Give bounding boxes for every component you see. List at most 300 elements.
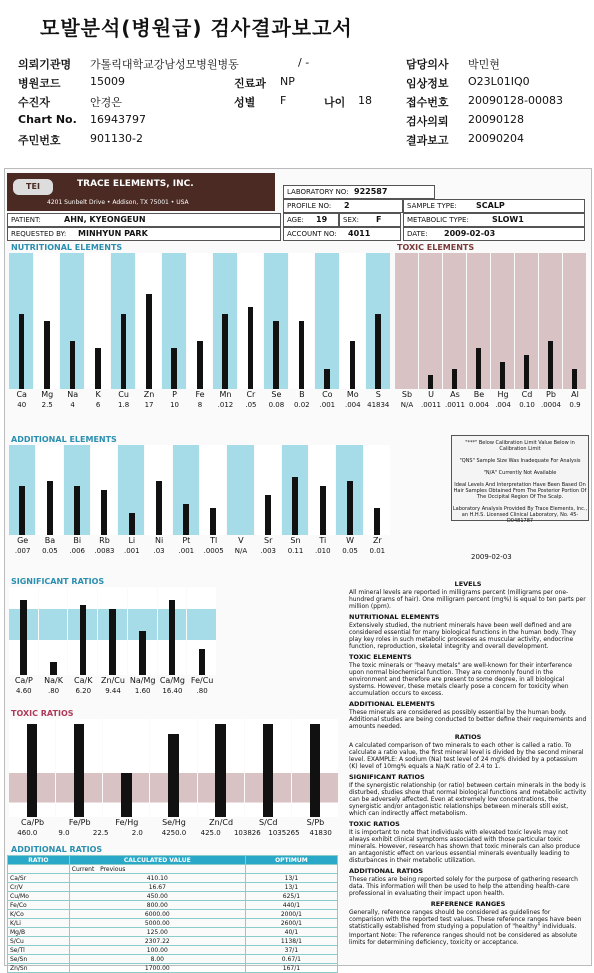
nutritional-bar: [222, 314, 228, 389]
sig-ratio-bar: [80, 605, 87, 675]
ratio-cell: Se/Tl: [8, 946, 70, 955]
nutritional-label: Fe: [195, 390, 205, 399]
nutritional-value: .05: [245, 401, 257, 409]
age-value: 19: [316, 215, 328, 224]
additional-label: Rb: [99, 536, 110, 545]
sig-ratio-label: Na/Mg: [129, 676, 156, 685]
toxic-label: As: [450, 390, 460, 399]
additional-label: Li: [128, 536, 136, 545]
optimum-cell: 2000/1: [245, 910, 337, 919]
toxic-value: .004: [495, 401, 511, 409]
toxic-bar: [476, 348, 481, 389]
calc-cell: 125.00: [69, 928, 245, 937]
toxic-label: Be: [473, 390, 485, 399]
lab-no-value: 922587: [354, 187, 388, 196]
calc-cell: 8.00: [69, 955, 245, 964]
additional-label: V: [238, 536, 244, 545]
additional-label: Ni: [154, 536, 164, 545]
toxic-ratio-value: 425.0: [200, 829, 221, 837]
lab-logo: [7, 173, 275, 211]
nutritional-label: S: [375, 390, 381, 399]
toxic-bar: [548, 341, 553, 389]
requested-label: REQUESTED BY:: [11, 230, 67, 238]
toxic-ratio-bar: [310, 724, 320, 817]
additional-label: Bi: [73, 536, 82, 545]
nutritional-label: Se: [271, 390, 282, 399]
additional-value: .001: [178, 547, 195, 555]
value-clinical-info: O23L01IQ0: [468, 75, 530, 88]
toxic-ratio-bar: [74, 724, 84, 817]
optimum-cell: 167/1: [245, 964, 337, 973]
ratio-cell: S/Cu: [8, 937, 70, 946]
additional-bar: [374, 508, 380, 535]
sig-ratio-value: 16.40: [162, 687, 183, 695]
section-toxic-ratios: TOXIC RATIOS: [11, 709, 74, 718]
toxic-ratio-label: Zn/Cd: [209, 818, 234, 827]
toxic-column: [419, 253, 442, 389]
calc-cell: 16.67: [69, 883, 245, 892]
ratio-cell: K/Co: [8, 910, 70, 919]
signature-date: 2009-02-03: [471, 553, 512, 561]
additional-bar: [47, 481, 53, 535]
nutritional-label: Mg: [41, 390, 54, 399]
additional-label: W: [346, 536, 355, 545]
additional-label: Pt: [182, 536, 191, 545]
additional-value: .010: [314, 547, 331, 555]
lab-no-label: LABORATORY NO:: [287, 188, 349, 196]
label-patient: 수진자: [18, 96, 50, 109]
value-chart-no: 16943797: [90, 113, 146, 126]
additional-label: Ge: [17, 536, 29, 545]
nut-heading: NUTRITIONAL ELEMENTS: [349, 613, 440, 621]
nutritional-value: .012: [217, 401, 234, 409]
sig-ratio-bar: [109, 609, 116, 675]
toxic-ratio-bar: [168, 734, 178, 817]
table-row: [8, 874, 338, 883]
additional-bar: [265, 495, 271, 536]
sig-ratio-label: Zn/Cu: [101, 676, 125, 685]
section-additional-ratios: ADDITIONAL RATIOS: [11, 845, 103, 854]
ref-heading: REFERENCE RANGES: [430, 900, 506, 908]
sample-label: SAMPLE TYPE:: [407, 202, 457, 210]
scanned-lab-report: [4, 168, 592, 972]
toxic-value: 0.9: [569, 401, 581, 409]
sig-text: If the synergistic relationship (or ratio) between certain minerals in the body is disturbed, studies show that normal biological functions and metabolic activity can be adversely affected. Even at extremely low concentrations, the synergistic and/or antagonistic relationships between minerals still exist, which can indirectly affect metabolism.: [349, 782, 587, 817]
nutritional-bar: [121, 314, 127, 389]
nutritional-value: 10: [170, 401, 179, 409]
legend-ideal: Ideal Levels And Interpretation Have Been Based On Hair Samples Obtained From The Posterior Portion Of The Occipital Region Of The Scalp.: [453, 482, 587, 500]
value-age: 18: [358, 94, 372, 107]
label-chart-no: Chart No.: [18, 113, 77, 126]
toxic-ratio-value: 460.0: [17, 829, 38, 837]
lab-address: 4201 Sunbelt Drive • Addison, TX 75001 • USA: [47, 199, 189, 206]
additional-label: Ba: [44, 536, 56, 545]
significant-ratios-chart: [9, 587, 217, 699]
label-clinical-info: 임상정보: [406, 77, 449, 90]
table-row: [8, 964, 338, 973]
optimum-cell: 625/1: [245, 892, 337, 901]
nutritional-label: Zn: [143, 390, 155, 399]
label-resident-no: 주민번호: [18, 134, 61, 147]
date-label: DATE:: [407, 230, 428, 238]
nutritional-bar: [146, 294, 152, 389]
sample-box: [403, 199, 585, 213]
calc-cell: 410.10: [69, 874, 245, 883]
value-receipt-no: 20090128-00083: [468, 94, 563, 107]
calc-cell: 450.00: [69, 892, 245, 901]
value-report-date: 20090204: [468, 132, 524, 145]
additional-bar: [320, 486, 326, 536]
date-value: 2009-02-03: [444, 229, 496, 238]
col-calculated: CALCULATED VALUE: [69, 856, 245, 865]
calc-cell: 100.00: [69, 946, 245, 955]
lab-badge: TEI: [13, 179, 53, 195]
calc-cell: 6000.00: [69, 910, 245, 919]
nutritional-bar: [248, 307, 254, 389]
legend-below-limit: "***" Below Calibration Limit Value Below in Calibration Limit: [465, 440, 575, 452]
value-doctor: 박민현: [468, 58, 500, 71]
nutritional-value: .001: [319, 401, 336, 409]
value-sex: F: [280, 94, 287, 107]
account-box: [283, 227, 401, 241]
add-text: These minerals are considered as possibly essential by the human body. Additional studies are being conducted to better define their requirements and amounts needed.: [349, 709, 587, 730]
toxic-ratio-bar: [121, 773, 131, 817]
toxic-ratio-bar: [215, 724, 225, 817]
nutritional-value: 17: [144, 401, 154, 409]
nutritional-label: Ca: [16, 390, 27, 399]
section-significant-ratios: SIGNIFICANT RATIOS: [11, 577, 105, 586]
sig-ratio-label: Na/K: [44, 676, 63, 685]
optimum-cell: 13/1: [245, 874, 337, 883]
value-referrer-suffix: / -: [298, 56, 310, 69]
col-previous: Previous: [100, 865, 126, 873]
table-row: [8, 883, 338, 892]
optimum-cell: 13/1: [245, 883, 337, 892]
nutritional-bar: [350, 341, 356, 389]
nutritional-value: .004: [344, 401, 361, 409]
toxic-ratio-label: S/Pb: [306, 818, 325, 827]
additional-value: .001: [123, 547, 140, 555]
account-value: 4011: [348, 229, 371, 238]
additional-bar: [19, 486, 25, 536]
additional-value: 0.01: [369, 547, 386, 555]
sig-ratio-bar: [139, 631, 146, 675]
ratio-cell: Fe/Co: [8, 901, 70, 910]
toxic-label: Sb: [401, 390, 413, 399]
nutritional-label: Cu: [118, 390, 129, 399]
ratios-heading: RATIOS: [454, 733, 482, 741]
toxic-value: .0011: [444, 401, 466, 409]
sex-label: SEX:: [343, 216, 360, 224]
value-patient: 안경은: [90, 96, 122, 109]
sig-ratio-value: 9.44: [105, 687, 121, 695]
addr-text: These ratios are being reported solely for the purpose of gathering research data. This information will then be used to help the attending health-care professional in evaluating their impact upon health.: [349, 876, 578, 897]
optimum-cell: 37/1: [245, 946, 337, 955]
legend-qns: "QNS" Sample Size Was Inadequate For Analysis: [459, 458, 581, 464]
nutritional-value: 6: [95, 401, 101, 409]
sig-ratio-label: Ca/Mg: [159, 676, 185, 685]
ratio-cell: Cr/V: [8, 883, 70, 892]
section-toxic: TOXIC ELEMENTS: [397, 243, 475, 252]
label-referrer: 의뢰기관명: [18, 58, 72, 71]
sig-ratio-value: 1.60: [134, 687, 151, 695]
toxic-ratio-label: Se/Hg: [162, 818, 186, 827]
optimum-cell: 40/1: [245, 928, 337, 937]
toxic-ratio-bar: [263, 724, 273, 817]
profile-box: [283, 199, 403, 213]
label-sex: 성별: [234, 96, 256, 109]
table-row: [8, 937, 338, 946]
ratio-cell: Se/Sn: [8, 955, 70, 964]
toxic-ratio-value: 4250.0: [161, 829, 187, 837]
nutritional-bar: [70, 341, 76, 389]
metabolic-label: METABOLIC TYPE:: [407, 216, 469, 224]
sig-ratio-label: Fe/Cu: [190, 676, 214, 685]
profile-label: PROFILE NO:: [287, 202, 332, 210]
table-row: [8, 919, 338, 928]
additional-column: [227, 445, 253, 535]
age-box: [283, 213, 339, 227]
calc-cell: 2307.22: [69, 937, 245, 946]
label-request-date: 검사의뢰: [406, 115, 449, 128]
additional-label: Sr: [264, 536, 273, 545]
nutritional-value: 0.08: [268, 401, 285, 409]
sig-ratio-value: .80: [196, 687, 208, 695]
toxic-ratios-chart: [9, 719, 339, 841]
section-nutritional: NUTRITIONAL ELEMENTS: [11, 243, 123, 252]
toxic-column: [395, 253, 418, 389]
sig-ratio-value: 6.20: [75, 687, 92, 695]
nutritional-bar: [197, 341, 203, 389]
toxic-label: Cd: [521, 390, 533, 399]
nutritional-bar: [171, 348, 177, 389]
sex-box: [339, 213, 401, 227]
toxic-value: .0011: [420, 401, 442, 409]
sig-ratio-value: 4.60: [16, 687, 32, 695]
additional-value: .007: [14, 547, 31, 555]
calc-cell: 5000.00: [69, 919, 245, 928]
patient-label: PATIENT:: [11, 216, 41, 224]
label-hospital-code: 병원코드: [18, 77, 61, 90]
tox-heading: TOXIC ELEMENTS: [349, 653, 412, 661]
toxic-ratio-value: 41830: [309, 829, 332, 837]
ref-text: Generally, reference ranges should be considered as guidelines for comparison with the reported test values. These reference ranges have been statistically established from studying a population of "healthy" individuals.: [349, 909, 582, 930]
toxic-ratio-value: 103826: [233, 829, 261, 837]
table-row: [8, 901, 338, 910]
additional-value: N/A: [234, 547, 248, 555]
optimum-cell: 0.67/1: [245, 955, 337, 964]
additional-value: .006: [69, 547, 85, 555]
ratio-cell: K/Li: [8, 919, 70, 928]
legend-box: [451, 435, 589, 524]
patient-box: [7, 213, 281, 227]
toxic-chart: [395, 253, 587, 413]
toxic-ratio-value: 22.5: [92, 829, 109, 837]
optimum-cell: 2600/1: [245, 919, 337, 928]
levels-heading: LEVELS: [454, 580, 482, 588]
table-row: [8, 892, 338, 901]
ratio-cell: Cu/Mo: [8, 892, 70, 901]
nutritional-label: Mo: [346, 390, 359, 399]
nutritional-bar: [324, 369, 330, 389]
toxic-value: N/A: [400, 401, 414, 409]
additional-label: Ti: [319, 536, 327, 545]
nutritional-label: Co: [322, 390, 333, 399]
legend-lab: Laboratory Analysis Provided By Trace Elements, Inc., an H.H.S. Licensed Clinical Laboratory, No. 45-D0481787: [452, 506, 588, 524]
nutritional-label: K: [95, 390, 101, 399]
sig-ratio-bar: [20, 600, 27, 675]
nutritional-value: 2.5: [41, 401, 53, 409]
explanation-text: [349, 577, 587, 946]
col-ratio: RATIO: [8, 856, 70, 865]
toxic-ratio-value: 9.0: [58, 829, 70, 837]
additional-label: Zr: [372, 536, 382, 545]
value-hospital-code: 15009: [90, 75, 125, 88]
toxic-value: .0004: [540, 401, 562, 409]
value-department: NP: [280, 75, 295, 88]
calc-cell: 1700.00: [69, 964, 245, 973]
sig-ratio-bar: [199, 649, 206, 675]
label-age: 나이: [324, 96, 346, 109]
additional-chart: [9, 445, 391, 559]
additional-value: 0.11: [287, 547, 304, 555]
additional-label: Sn: [290, 536, 301, 545]
toxic-ratio-label: Fe/Pb: [68, 818, 91, 827]
sig-ratio-label: Ca/K: [74, 676, 93, 685]
ratio-cell: Zn/Sn: [8, 964, 70, 973]
toxr-heading: TOXIC RATIOS: [349, 820, 400, 828]
label-receipt-no: 접수번호: [406, 96, 449, 109]
table-header-row: [8, 856, 338, 865]
additional-bar: [74, 486, 80, 536]
toxic-bar: [428, 375, 433, 389]
col-optimum: OPTIMUM: [245, 856, 337, 865]
addr-heading: ADDITIONAL RATIOS: [349, 867, 424, 875]
toxr-text: It is important to note that individuals with elevated toxic levels may not always exhibit clinical symptoms associated with those particular toxic minerals. However, research has shown that toxic minerals can also produce an antagonistic effect on various essential minerals eventually leading to disturbances in their metabolic utilization.: [349, 829, 581, 864]
additional-ratios-table: [7, 855, 338, 973]
nutritional-bar: [95, 348, 101, 389]
sample-value: SCALP: [476, 201, 505, 210]
ratio-cell: Mg/B: [8, 928, 70, 937]
toxic-ratio-bar: [27, 724, 37, 817]
nutritional-bar: [273, 321, 279, 389]
toxic-value: 0.10: [519, 401, 535, 409]
section-additional: ADDITIONAL ELEMENTS: [11, 435, 117, 444]
sig-heading: SIGNIFICANT RATIOS: [349, 773, 425, 781]
nutritional-bar: [44, 321, 50, 389]
date-box: [403, 227, 585, 241]
toxic-bar: [524, 355, 529, 389]
toxic-ratio-label: Ca/Pb: [21, 818, 45, 827]
sig-ratio-bar: [169, 600, 176, 675]
nutritional-label: Cr: [246, 390, 256, 399]
label-report-date: 결과보고: [406, 134, 449, 147]
lab-name: TRACE ELEMENTS, INC.: [77, 179, 194, 189]
nut-text: Extensively studied, the nutrient minerals have been well defined and are considered essential for many biological functions in the human body. They play key roles in such metabolic processes as muscular activity, endocrine function, reproduction, skeletal integrity and overall development.: [349, 622, 576, 650]
optimum-cell: 440/1: [245, 901, 337, 910]
toxic-label: U: [428, 390, 434, 399]
nutritional-bar: [19, 314, 25, 389]
additional-value: 0.05: [342, 547, 358, 555]
add-heading: ADDITIONAL ELEMENTS: [349, 700, 435, 708]
calc-cell: 800.00: [69, 901, 245, 910]
additional-value: .003: [260, 547, 276, 555]
toxic-bar: [572, 369, 577, 389]
sig-ratio-bar: [50, 662, 57, 675]
requested-value: MINHYUN PARK: [78, 229, 148, 238]
important-note: Important Note: The reference ranges should not be considered as absolute limits for determining deficiency, toxicity or acceptance.: [349, 932, 578, 946]
toxic-bar: [452, 369, 457, 389]
table-row: [8, 955, 338, 964]
additional-bar: [156, 481, 162, 535]
nutritional-value: 8: [197, 401, 203, 409]
profile-value: 2: [344, 201, 350, 210]
sig-ratio-label: Ca/P: [14, 676, 33, 685]
label-doctor: 담당의사: [406, 58, 449, 71]
toxic-bar: [500, 362, 505, 389]
table-row: [8, 910, 338, 919]
toxic-label: Hg: [497, 390, 509, 399]
additional-value: .0005: [203, 547, 224, 555]
nutritional-value: 40: [17, 401, 27, 409]
nutritional-label: B: [299, 390, 305, 399]
additional-value: .03: [153, 547, 165, 555]
toxic-ratio-value: 1035265: [268, 829, 300, 837]
report-header: [8, 54, 588, 149]
additional-bar: [292, 477, 298, 536]
ratio-cell: Ca/Sr: [8, 874, 70, 883]
additional-value: 0.05: [42, 547, 58, 555]
additional-bar: [101, 490, 107, 535]
additional-bar: [183, 504, 189, 536]
nutritional-label: P: [172, 390, 177, 399]
metabolic-value: SLOW1: [492, 215, 524, 224]
toxic-ratio-value: 2.0: [131, 829, 143, 837]
ratios-text: A calculated comparison of two minerals to each other is called a ratio. To calculate a ratio value, the first mineral level is divided by the second mineral level. EXAMPLE: A sodium (Na) test level of 24 mg% divided by a potassium (K) level of 10mg% equals a Na/K ratio of 2.4 to 1.: [349, 742, 584, 770]
table-row: [8, 928, 338, 937]
nutritional-bar: [375, 314, 381, 389]
nutritional-bar: [299, 321, 305, 389]
value-request-date: 20090128: [468, 113, 524, 126]
page-title: 모발분석(병원급) 검사결과보고서: [40, 16, 353, 40]
table-row: [8, 946, 338, 955]
toxic-label: Al: [571, 390, 579, 399]
metabolic-box: [403, 213, 585, 227]
col-current: Current: [71, 865, 95, 873]
toxic-label: Pb: [546, 390, 556, 399]
nutritional-value: 0.02: [294, 401, 310, 409]
optimum-cell: 1138/1: [245, 937, 337, 946]
nutritional-label: Mn: [219, 390, 232, 399]
tox-text: The toxic minerals or "heavy metals" are well-known for their interference upon normal biochemical function. They are commonly found in the environment and therefore are present to some degree, in all biological systems. However, these metals clearly pose a concern for toxicity when accumulation occurs to excess.: [349, 662, 573, 697]
sex-value: F: [376, 215, 382, 224]
additional-value: .0083: [94, 547, 115, 555]
nutritional-label: Na: [67, 390, 79, 399]
levels-text: All mineral levels are reported in milligrams percent (milligrams per one-hundred grams of hair). One milligram percent (mg%) is equal to ten parts per million (ppm).: [349, 589, 586, 610]
nutritional-chart: [9, 253, 391, 413]
lab-no-box: [283, 185, 435, 199]
additional-bar: [129, 513, 135, 536]
toxic-value: 0.004: [468, 401, 490, 409]
age-label: AGE:: [287, 216, 304, 224]
nutritional-value: 1.8: [118, 401, 130, 409]
additional-bar: [210, 508, 216, 535]
table-subheader-row: [8, 865, 338, 874]
label-department: 진료과: [234, 77, 266, 90]
toxic-ratio-label: Fe/Hg: [115, 818, 139, 827]
nutritional-value: 4: [70, 401, 75, 409]
nutritional-value: 41834: [367, 401, 390, 409]
